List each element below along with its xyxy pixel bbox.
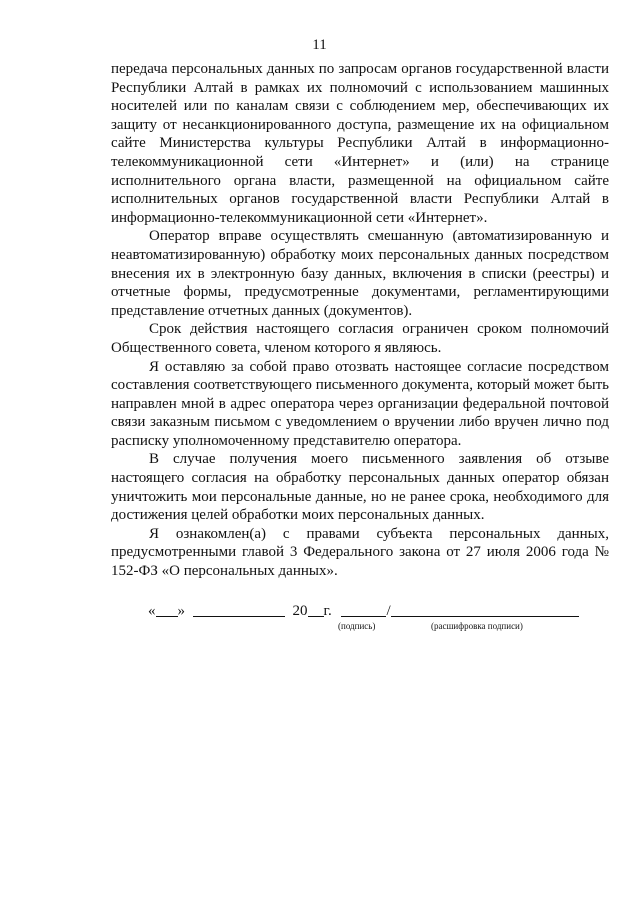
signature-captions <box>148 620 588 634</box>
signature-decode-blank[interactable] <box>391 601 579 617</box>
caption-signature: (подпись) <box>338 621 376 631</box>
signature-separator: / <box>386 603 391 619</box>
day-blank[interactable] <box>156 601 178 617</box>
date-close-quote: » <box>177 603 185 619</box>
paragraph-withdrawal: В случае получения моего письменного заявления об отзыве настоящего согласия на обработку персональных данных оператор обязан уничтожить мои персональные данные, но не ранее срока, необходимого для достижения целей обработки моих персональных данных. <box>111 451 609 524</box>
page-number: 11 <box>312 37 327 53</box>
paragraph-processing: Оператор вправе осуществлять смешанную (автоматизированную и неавтоматизированную) обработку моих персональных данных посредством внесения их в электронную базу данных, включения в списки (реестры) и отчетные формы, предусмотренные документами, регламентирующими представление отчетных данных (документов). <box>111 228 609 319</box>
paragraph-continuation: передача персональных данных по запросам органов государственной власти Республики Алтай в рамках их полномочий с использованием машинных носителей или по каналам связи с соблюдением мер, обеспечивающих их защиту от несанкционированного доступа, размещение их на официальном сайте Министерства культуры Республики Алтай в информационно-телекоммуникационной сети «Интернет» и (или) на странице исполнительного органа власти, размещенной на официальном сайте исполнительных органов государственной власти Республики Алтай в информационно-телекоммуникационной сети «Интернет». <box>111 61 609 226</box>
signature-blank[interactable] <box>341 601 386 617</box>
date-open-quote: « <box>148 603 156 619</box>
caption-signature-decode: (расшифровка подписи) <box>431 621 523 631</box>
paragraph-acknowledgement: Я ознакомлен(а) с правами субъекта персональных данных, предусмотренными главой 3 Федерального закона от 27 июля 2006 года № 152-ФЗ «О персональных данных». <box>111 525 609 580</box>
paragraph-revocation: Я оставляю за собой право отозвать настоящее согласие посредством составления соответствующего письменного документа, который может быть направлен мной в адрес оператора через организации федеральной почтовой связи заказным письмом с уведомлением о вручении либо вручен лично под расписку уполномоченному представителю оператора. <box>111 358 609 449</box>
paragraph-term: Срок действия настоящего согласия ограничен сроком полномочий Общественного совета, членом которого я являюсь. <box>111 321 609 356</box>
signature-line <box>148 601 588 621</box>
year-prefix: 20 <box>292 603 308 619</box>
year-suffix: г. <box>323 603 332 619</box>
year-blank[interactable] <box>308 601 324 617</box>
month-blank[interactable] <box>193 601 285 617</box>
document-body <box>111 60 609 581</box>
